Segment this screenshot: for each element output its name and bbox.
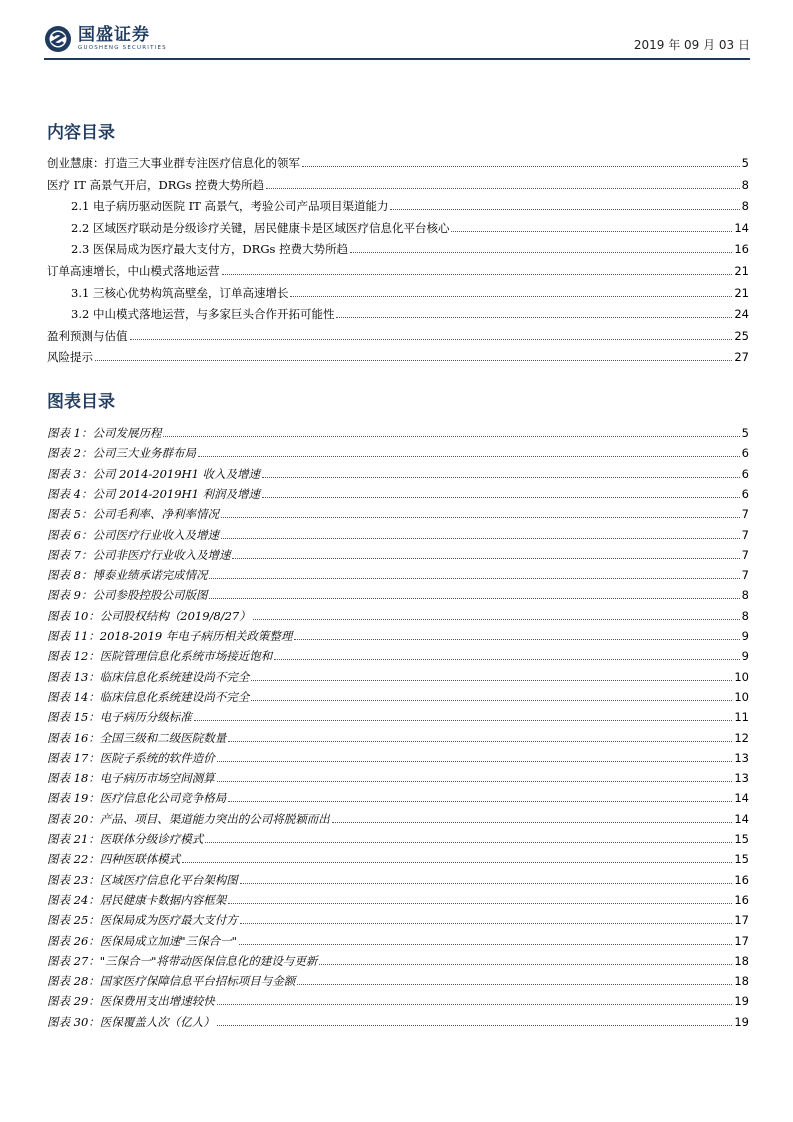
toc-entry[interactable] [47, 258, 749, 278]
figure-entry[interactable] [47, 988, 749, 1008]
figure-entry-page: 7 [741, 527, 749, 542]
figure-entry-page: 19 [734, 994, 749, 1009]
figure-entry[interactable] [47, 582, 749, 602]
dot-leader [251, 700, 732, 701]
figure-entry-label: 图表 11：2018-2019 年电子病历相关政策整理 [47, 629, 293, 643]
figure-entry-page: 9 [741, 629, 749, 643]
figure-entry-label: 图表 17：医院子系统的软件造价 [47, 750, 215, 765]
figure-entry-page: 13 [734, 771, 749, 786]
toc-entry-label: 订单高速增长，中山模式落地运营 [47, 264, 220, 278]
toc-entry[interactable] [47, 193, 749, 213]
toc-entry[interactable] [47, 172, 749, 192]
toc-entry-label: 2.2 区域医疗联动是分级诊疗关键，居民健康卡是区域医疗信息化平台核心 [71, 220, 450, 235]
figure-entry[interactable] [47, 461, 749, 481]
figure-entry[interactable] [47, 846, 749, 866]
figure-entry-label: 图表 9：公司参股控股公司版图 [47, 588, 208, 603]
figure-entry-label: 图表 10：公司股权结构（2019/8/27） [47, 608, 251, 623]
company-name-en: GUOSHENG SECURITIES [78, 45, 167, 51]
dot-leader [390, 209, 739, 210]
toc-entry[interactable] [47, 301, 749, 321]
dot-leader [266, 188, 740, 189]
report-date: 2019 年 09 月 03 日 [633, 38, 750, 52]
figure-entry-label: 图表 18：电子病历市场空间测算 [47, 771, 215, 786]
logo-icon [44, 25, 72, 53]
figure-entry[interactable] [47, 603, 749, 623]
figure-entry[interactable] [47, 1009, 749, 1029]
toc-entry-label: 医疗 IT 高景气开启，DRGs 控费大势所趋 [47, 177, 265, 192]
dot-leader [209, 598, 739, 599]
dot-leader [221, 517, 740, 518]
figure-entry-page: 7 [741, 547, 749, 562]
figure-entry[interactable] [47, 684, 749, 704]
toc-entry-label: 2.3 医保局成为医疗最大支付方，DRGs 控费大势所趋 [71, 242, 349, 257]
figure-entry[interactable] [47, 704, 749, 724]
dot-leader [290, 296, 732, 297]
dot-leader [262, 477, 740, 478]
dot-leader [274, 659, 739, 660]
figure-entry[interactable] [47, 664, 749, 684]
dot-leader [198, 456, 740, 457]
figure-entry[interactable] [47, 826, 749, 846]
dot-leader [163, 436, 739, 437]
dot-leader [222, 274, 733, 275]
dot-leader [228, 801, 732, 802]
figure-entry[interactable] [47, 948, 749, 968]
figure-entry-label: 图表 2：公司三大业务群布局 [47, 446, 196, 461]
figure-entry[interactable] [47, 806, 749, 826]
figure-entry-page: 7 [741, 568, 749, 583]
figure-entry-page: 5 [741, 426, 749, 440]
dot-leader [228, 741, 732, 742]
toc-entry-page: 5 [741, 156, 749, 170]
figure-entry-label: 图表 27："三保合一"将带动医保信息化的建设与更新 [47, 953, 318, 968]
dot-leader [205, 842, 732, 843]
figure-entry-label: 图表 26：医保局成立加速"三保合一" [47, 933, 237, 948]
dot-leader [130, 339, 733, 340]
figure-entry-page: 6 [741, 466, 749, 481]
figure-entry-page: 16 [734, 892, 749, 907]
figure-entry-label: 图表 19：医疗信息化公司竞争格局 [47, 791, 227, 806]
figure-entry-page: 12 [734, 730, 749, 745]
figure-entry-label: 图表 21：医联体分级诊疗模式 [47, 832, 204, 846]
toc-entry-page: 25 [734, 328, 749, 343]
figure-entry-page: 15 [734, 852, 749, 867]
toc-entry-page: 14 [734, 220, 749, 235]
dot-leader [221, 538, 740, 539]
figure-entry-label: 图表 5：公司毛利率、净利率情况 [47, 507, 219, 522]
dot-leader [217, 781, 733, 782]
figure-entry[interactable] [47, 420, 749, 440]
figure-entry-page: 13 [734, 750, 749, 765]
toc-entry-page: 21 [734, 285, 749, 300]
figure-entry[interactable] [47, 887, 749, 907]
figure-entry-label: 图表 1：公司发展历程 [47, 426, 162, 440]
dot-leader [451, 231, 732, 232]
toc-entry-label: 盈利预测与估值 [47, 328, 128, 343]
company-name-cn: 国盛证券 [78, 25, 150, 45]
figure-entry[interactable] [47, 907, 749, 927]
dot-leader [302, 166, 740, 167]
toc-entry-page: 8 [741, 199, 749, 214]
toc-entry-label: 3.2 中山模式落地运营，与多家巨头合作开拓可能性 [71, 307, 335, 322]
figure-entry-page: 7 [741, 507, 749, 522]
figure-entry-page: 17 [734, 933, 749, 948]
figure-entry-page: 11 [734, 710, 749, 725]
figure-entry-page: 19 [734, 1014, 749, 1029]
dot-leader [228, 903, 732, 904]
page-header [44, 22, 750, 60]
toc-entry[interactable] [47, 150, 749, 170]
figure-entry-page: 16 [734, 872, 749, 887]
figure-entry-label: 图表 12：医院管理信息化系统市场接近饱和 [47, 649, 273, 664]
toc-entry-label: 风险提示 [47, 350, 93, 365]
figure-entry-label: 图表 16：全国三级和二级医院数量 [47, 730, 227, 745]
figure-entry-page: 8 [741, 588, 749, 603]
dot-leader [294, 639, 739, 640]
toc-entry[interactable] [47, 215, 749, 235]
toc-entry[interactable] [47, 344, 749, 364]
figure-entry[interactable] [47, 725, 749, 745]
toc-entry[interactable] [47, 323, 749, 343]
figure-entry-page: 9 [741, 649, 749, 664]
dot-leader [319, 964, 732, 965]
figure-entry[interactable] [47, 501, 749, 521]
dot-leader [209, 578, 739, 579]
figure-entry[interactable] [47, 928, 749, 948]
figure-entry[interactable] [47, 745, 749, 765]
figure-entry-label: 图表 30：医保覆盖人次（亿人） [47, 1014, 215, 1029]
dot-leader [194, 720, 733, 721]
figure-entry[interactable] [47, 481, 749, 501]
figure-entry-label: 图表 8：博泰业绩承诺完成情况 [47, 568, 208, 583]
figure-entry[interactable] [47, 522, 749, 542]
figure-entry[interactable] [47, 623, 749, 643]
figure-entry-page: 6 [741, 486, 749, 501]
dot-leader [182, 862, 732, 863]
figure-entry[interactable] [47, 867, 749, 887]
figure-entry-page: 18 [734, 974, 749, 989]
toc-entry-page: 16 [734, 242, 749, 257]
figure-entry-label: 图表 7：公司非医疗行业收入及增速 [47, 547, 231, 562]
dot-leader [217, 1025, 733, 1026]
figure-entry-page: 17 [734, 913, 749, 928]
figure-entry-label: 图表 25：医保局成为医疗最大支付方 [47, 913, 238, 928]
toc-entry-page: 8 [741, 177, 749, 192]
figure-entry-label: 图表 15：电子病历分级标准 [47, 710, 192, 725]
company-logo [44, 24, 167, 54]
dot-leader [297, 984, 732, 985]
dot-leader [336, 317, 732, 318]
figure-entry-label: 图表 4：公司 2014-2019H1 利润及增速 [47, 486, 261, 501]
toc-entry-page: 27 [734, 350, 749, 365]
figure-entry-label: 图表 22：四种医联体模式 [47, 852, 181, 867]
figure-entry-page: 10 [734, 669, 749, 684]
dot-leader [262, 497, 740, 498]
figure-entry-page: 6 [741, 446, 749, 461]
figures-title: 图表目录 [47, 392, 115, 412]
toc-entry-label: 2.1 电子病历驱动医院 IT 高景气，考验公司产品项目渠道能力 [71, 199, 389, 214]
dot-leader [217, 761, 733, 762]
dot-leader [350, 252, 732, 253]
figure-entry[interactable] [47, 968, 749, 988]
figure-entry-label: 图表 20：产品、项目、渠道能力突出的公司将脱颖而出 [47, 811, 330, 826]
dot-leader [239, 944, 732, 945]
figure-entry[interactable] [47, 785, 749, 805]
figure-entry-label: 图表 28：国家医疗保障信息平台招标项目与金额 [47, 974, 296, 989]
toc-entry-page: 24 [734, 307, 749, 322]
toc-entry[interactable] [47, 280, 749, 300]
toc-entry[interactable] [47, 236, 749, 256]
toc-entry-label: 创业慧康：打造三大事业群专注医疗信息化的领军 [47, 156, 300, 170]
toc-entry-label: 3.1 三核心优势构筑高壁垒，订单高速增长 [71, 285, 289, 300]
figure-entry-page: 14 [734, 811, 749, 826]
figure-entry-label: 图表 13：临床信息化系统建设尚不完全 [47, 669, 250, 684]
figure-entry-page: 18 [734, 953, 749, 968]
toc-entry-page: 21 [734, 264, 749, 278]
figure-entry-label: 图表 24：居民健康卡数据内容框架 [47, 892, 227, 907]
figure-entry[interactable] [47, 765, 749, 785]
figure-entry[interactable] [47, 440, 749, 460]
dot-leader [332, 822, 733, 823]
figure-entry-label: 图表 3：公司 2014-2019H1 收入及增速 [47, 466, 261, 481]
figure-entry[interactable] [47, 643, 749, 663]
dot-leader [232, 558, 739, 559]
toc-title: 内容目录 [47, 123, 115, 143]
dot-leader [251, 680, 732, 681]
figure-entry-page: 14 [734, 791, 749, 806]
dot-leader [240, 923, 733, 924]
figure-entry[interactable] [47, 542, 749, 562]
figure-entry-label: 图表 6：公司医疗行业收入及增速 [47, 527, 219, 542]
figure-entry-page: 10 [734, 689, 749, 704]
dot-leader [253, 619, 740, 620]
figure-entry-label: 图表 23：区域医疗信息化平台架构图 [47, 872, 238, 887]
dot-leader [240, 883, 733, 884]
figure-entry-label: 图表 29：医保费用支出增速较快 [47, 994, 215, 1009]
figure-entry-page: 8 [741, 608, 749, 623]
figure-entry[interactable] [47, 562, 749, 582]
dot-leader [95, 360, 732, 361]
figure-entry-label: 图表 14：临床信息化系统建设尚不完全 [47, 689, 250, 704]
figure-entry-page: 15 [734, 832, 749, 846]
dot-leader [217, 1004, 733, 1005]
